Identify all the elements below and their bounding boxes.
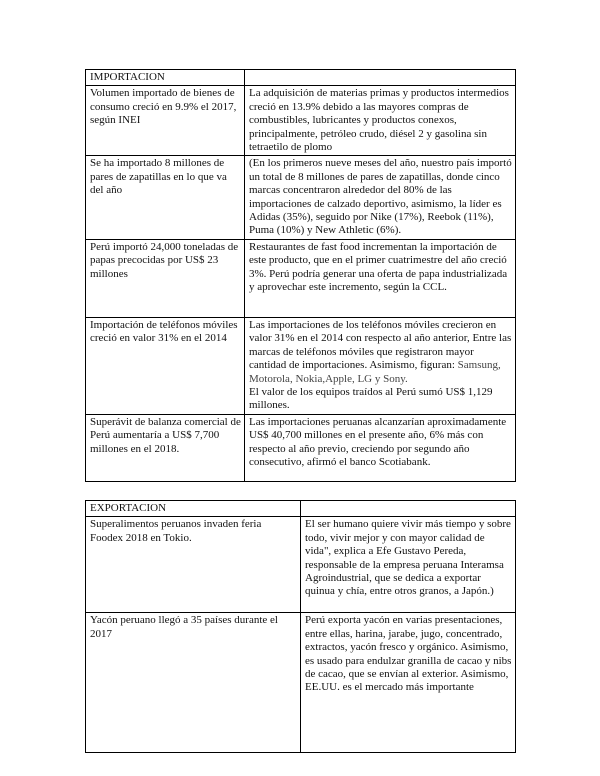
- table-row: [86, 317, 516, 414]
- table-row: [86, 86, 516, 156]
- table-row: [86, 613, 516, 753]
- exportacion-header-empty: [301, 501, 516, 517]
- row-title: Yacón peruano llegó a 35 países durante el 2017: [86, 613, 301, 753]
- row-description: El ser humano quiere vivir más tiempo y sobre todo, vivir mejor y con mayor calidad de vida", explica a Efe Gustavo Pereda, responsable de la empresa peruana Interamsa Agroindustrial, que se dedica a exportar quinua y chía, entre otros granos, a Japón.): [301, 517, 516, 613]
- importacion-header-row: [86, 70, 516, 86]
- row-title: Se ha importado 8 millones de pares de zapatillas en lo que va del año: [86, 156, 245, 239]
- row-title: Superalimentos peruanos invaden feria Foodex 2018 en Tokio.: [86, 517, 301, 613]
- importacion-header-empty: [245, 70, 516, 86]
- row-description: Restaurantes de fast food incrementan la importación de este producto, que en el primer cuatrimestre del año creció 3%. Perú podría generar una oferta de papa industrializada y aprovechar este incremento, según la CCL.: [245, 239, 516, 317]
- row-title: Perú importó 24,000 toneladas de papas precocidas por US$ 23 millones: [86, 239, 245, 317]
- row-title: Superávit de balanza comercial de Perú aumentaría a US$ 7,700 millones en el 2018.: [86, 414, 245, 481]
- row-title: Importación de teléfonos móviles creció en valor 31% en el 2014: [86, 317, 245, 414]
- row-description: (En los primeros nueve meses del año, nuestro país importó un total de 8 millones de pares de zapatillas, donde cinco marcas concentraron alrededor del 80% de las importaciones de calzado deportivo, asimismo, la líder es Adidas (35%), seguido por Nike (17%), Reebok (11%), Puma (10%) y New Athletic (6%).: [245, 156, 516, 239]
- row-description: Perú exporta yacón en varias presentaciones, entre ellas, harina, jarabe, jugo, concentrado, extractos, yacón fresco y orgánico. Asimismo, es usado para endulzar granilla de cacao y nibs de cacao, que se envían al exterior. Asimismo, EE.UU. es el mercado más importante: [301, 613, 516, 753]
- table-row: [86, 414, 516, 481]
- table-row: [86, 517, 516, 613]
- row-description: La adquisición de materias primas y productos intermedios creció en 13.9% debido a las mayores compras de combustibles, lubricantes y productos conexos, principalmente, petróleo crudo, diésel 2 y gasolina sin tetraetilo de plomo: [245, 86, 516, 156]
- value-text: El valor de los equipos traídos al Perú sumó US$ 1,129 millones.: [249, 385, 493, 412]
- brands-text: Samsung, Motorola, Nokia,Apple, LG y Sony.: [249, 359, 501, 385]
- row-description: [245, 317, 516, 414]
- importacion-header: IMPORTACION: [86, 70, 245, 86]
- exportacion-header: EXPORTACION: [86, 501, 301, 517]
- importacion-table: [85, 69, 516, 482]
- description-text: Las importaciones de los teléfonos móviles crecieron en valor 31% en el 2014 con respecto al año anterior, Entre las marcas de teléfonos móviles que registraron mayor cantidad de importaciones. Asimismo, figuran:: [249, 318, 512, 372]
- exportacion-table: [85, 500, 516, 753]
- row-description: Las importaciones peruanas alcanzarían aproximadamente US$ 40,700 millones en el presente año, 6% más con respecto al año previo, creciendo por segundo año consecutivo, afirmó el banco Scotiabank.: [245, 414, 516, 481]
- row-title: Volumen importado de bienes de consumo creció en 9.9% el 2017, según INEI: [86, 86, 245, 156]
- table-row: [86, 156, 516, 239]
- table-row: [86, 239, 516, 317]
- exportacion-header-row: [86, 501, 516, 517]
